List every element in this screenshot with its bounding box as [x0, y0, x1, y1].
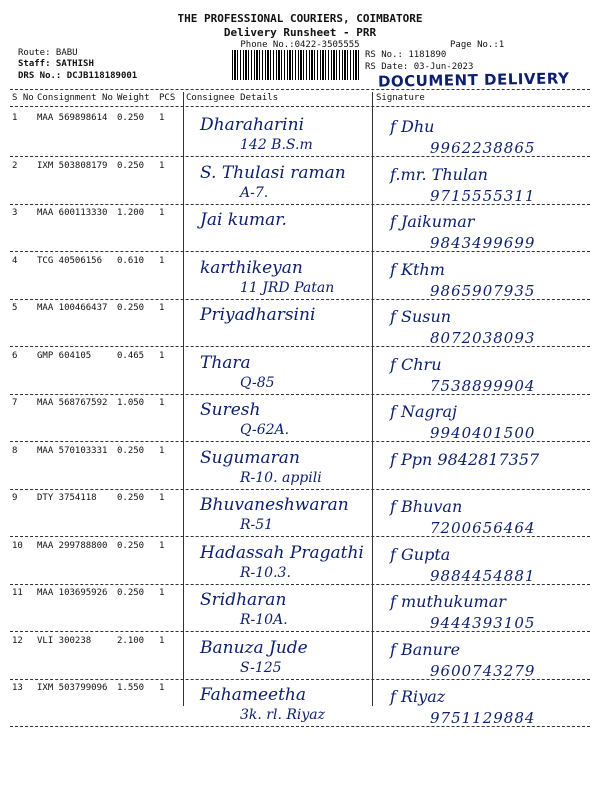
signature-mark: f Dhu	[390, 117, 435, 136]
phone-number: Phone No.:0422-3505555	[240, 40, 360, 50]
row-consignment-no: MAA 570103331	[37, 445, 108, 456]
consignee-address: R-51	[240, 517, 274, 533]
signature-mark: f Kthm	[390, 259, 445, 279]
row-pcs: 1	[159, 635, 165, 646]
row-weight: 0.465	[117, 350, 145, 361]
consignee-address: S-125	[240, 659, 282, 676]
receiver-phone: 9751129884	[430, 709, 536, 727]
consignee-name: Banuza Jude	[200, 637, 308, 658]
receiver-phone: 9715555311	[430, 186, 536, 205]
drs-number: DRS No.: DCJB118189001	[18, 71, 138, 81]
signature-mark: f Jaikumar	[390, 212, 475, 231]
row-divider	[10, 204, 590, 205]
row-sno: 11	[12, 588, 23, 598]
row-weight: 0.250	[117, 493, 145, 503]
row-consignment-no: IXM 503808179	[37, 160, 108, 171]
receiver-phone: 9865907935	[430, 281, 536, 300]
row-consignment-no: MAA 103695926	[37, 588, 108, 598]
signature-mark: f Riyaz	[390, 687, 446, 706]
row-weight: 0.250	[117, 160, 145, 171]
row-consignment-no: DTY 3754118	[37, 493, 97, 503]
consignee-name: Fahameetha	[200, 685, 307, 705]
row-divider	[10, 536, 590, 537]
consignee-name: Dharaharini	[200, 115, 305, 135]
consignee-name: Bhuvaneshwaran	[200, 495, 349, 515]
row-pcs: 1	[159, 113, 165, 123]
row-divider	[10, 679, 590, 680]
consignee-address: Q-85	[240, 374, 275, 391]
company-name: THE PROFESSIONAL COURIERS, COIMBATORE	[177, 12, 423, 25]
row-divider	[10, 156, 590, 157]
col-consignment: Consignment No	[37, 93, 113, 103]
signature-mark: f Susun	[390, 307, 452, 326]
row-pcs: 1	[159, 303, 165, 313]
receiver-phone: 9940401500	[430, 424, 536, 442]
row-sno: 5	[12, 303, 18, 313]
row-pcs: 1	[159, 445, 165, 456]
row-pcs: 1	[159, 208, 165, 218]
row-weight: 0.250	[117, 540, 145, 551]
row-divider	[10, 726, 590, 727]
staff-label: Staff: SATHISH	[18, 59, 94, 69]
row-pcs: 1	[159, 493, 165, 503]
consignee-address: A-7.	[240, 184, 269, 201]
table-row	[0, 398, 600, 446]
row-weight: 0.250	[117, 113, 145, 123]
consignee-name: S. Thulasi raman	[200, 162, 346, 183]
row-weight: 0.250	[117, 445, 145, 456]
row-sno: 8	[12, 445, 18, 456]
consignee-address: R-10A.	[240, 612, 288, 628]
signature-mark: f Nagraj	[390, 402, 457, 421]
signature-mark: f.mr. Thulan	[390, 164, 488, 184]
signature-mark: f Chru	[390, 354, 442, 374]
row-consignment-no: MAA 568767592	[37, 398, 108, 408]
table-row	[0, 303, 600, 351]
receiver-phone: 7200656464	[430, 519, 536, 537]
consignee-name: Sridharan	[200, 590, 287, 610]
receiver-phone: 9600743279	[430, 661, 536, 680]
row-sno: 6	[12, 350, 18, 361]
receiver-phone: 8072038093	[430, 329, 536, 347]
col-pcs: PCS	[159, 93, 176, 103]
row-sno: 13	[12, 683, 23, 693]
row-consignment-no: GMP 604105	[37, 350, 92, 361]
table-row	[0, 588, 600, 636]
page-number: Page No.:1	[450, 40, 505, 50]
consignee-address: 11 JRD Patan	[240, 279, 335, 296]
consignee-name: karthikeyan	[200, 257, 303, 278]
table-row	[0, 208, 600, 256]
receiver-phone: 7538899904	[430, 376, 536, 395]
row-weight: 0.250	[117, 303, 145, 313]
row-divider	[10, 631, 590, 632]
row-weight: 0.610	[117, 255, 145, 266]
row-sno: 4	[12, 255, 18, 266]
consignee-name: Suresh	[200, 400, 261, 420]
row-pcs: 1	[159, 683, 165, 693]
rs-number: RS No.: 1181890	[365, 50, 447, 60]
sheet-title: Delivery Runsheet - PRR	[223, 26, 377, 39]
row-pcs: 1	[159, 398, 165, 408]
consignee-name: Thara	[200, 352, 251, 373]
column-header	[0, 93, 600, 107]
row-sno: 2	[12, 160, 18, 171]
row-weight: 0.250	[117, 588, 145, 598]
table-row	[0, 256, 600, 304]
row-consignment-no: MAA 600113330	[37, 208, 108, 218]
row-consignment-no: MAA 569898614	[37, 113, 108, 123]
consignee-address: 3k. rl. Riyaz	[240, 707, 326, 723]
row-pcs: 1	[159, 350, 165, 361]
col-consignee-details: Consignee Details	[186, 93, 279, 103]
table-row	[0, 446, 600, 494]
signature-mark: f muthukumar	[390, 592, 506, 611]
row-divider	[10, 441, 590, 442]
row-sno: 12	[12, 635, 23, 646]
row-pcs: 1	[159, 540, 165, 551]
col-signature: Signature	[376, 93, 425, 103]
table-row	[0, 683, 600, 731]
row-consignment-no: MAA 100466437	[37, 303, 108, 313]
signature-mark: f Gupta	[390, 544, 451, 564]
consignee-address: R-10. appili	[240, 469, 322, 486]
row-consignment-no: VLI 300238	[37, 635, 92, 646]
row-divider	[10, 346, 590, 347]
column-header-divider	[10, 106, 590, 107]
row-consignment-no: IXM 503799096	[37, 683, 108, 693]
header-divider	[10, 89, 590, 90]
row-weight: 1.050	[117, 398, 145, 408]
row-divider	[10, 489, 590, 490]
row-sno: 10	[12, 540, 23, 551]
signature-mark: f Ppn 9842817357	[390, 449, 540, 469]
table-row	[0, 351, 600, 399]
row-consignment-no: TCG 40506156	[37, 255, 103, 266]
rs-date: RS Date: 03-Jun-2023	[365, 62, 474, 72]
col-weight: Weight	[117, 93, 150, 103]
signature-mark: f Bhuvan	[390, 497, 463, 516]
row-divider	[10, 251, 590, 252]
row-divider	[10, 394, 590, 395]
row-divider	[10, 584, 590, 585]
row-divider	[10, 299, 590, 300]
receiver-phone: 9962238865	[430, 139, 536, 157]
consignee-name: Hadassah Pragathi	[200, 542, 364, 563]
consignee-address: 142 B.S.m	[240, 137, 313, 153]
table-row	[0, 636, 600, 684]
row-weight: 1.200	[117, 208, 145, 218]
table-row	[0, 541, 600, 589]
signature-mark: f Banure	[390, 639, 461, 659]
consignee-address: R-10.3.	[240, 564, 291, 581]
row-sno: 7	[12, 398, 18, 408]
table-row	[0, 161, 600, 209]
row-pcs: 1	[159, 588, 165, 598]
row-sno: 1	[12, 113, 18, 123]
col-sno: S No	[12, 93, 34, 103]
barcode	[232, 50, 360, 80]
table-row	[0, 493, 600, 541]
consignee-name: Priyadharsini	[200, 305, 316, 325]
receiver-phone: 9444393105	[430, 614, 536, 632]
table-row	[0, 113, 600, 161]
row-weight: 1.550	[117, 683, 145, 693]
row-consignment-no: MAA 299788800	[37, 540, 108, 551]
consignee-name: Jai kumar.	[200, 210, 287, 230]
row-pcs: 1	[159, 160, 165, 171]
row-weight: 2.100	[117, 635, 145, 646]
document-delivery-stamp: DOCUMENT DELIVERY	[377, 69, 570, 91]
consignee-name: Sugumaran	[200, 447, 300, 468]
row-sno: 9	[12, 493, 18, 503]
route-label: Route: BABU	[18, 48, 78, 58]
receiver-phone: 9843499699	[430, 234, 536, 252]
consignee-address: Q-62A.	[240, 422, 290, 438]
row-pcs: 1	[159, 255, 165, 266]
row-sno: 3	[12, 208, 18, 218]
receiver-phone: 9884454881	[430, 566, 536, 585]
